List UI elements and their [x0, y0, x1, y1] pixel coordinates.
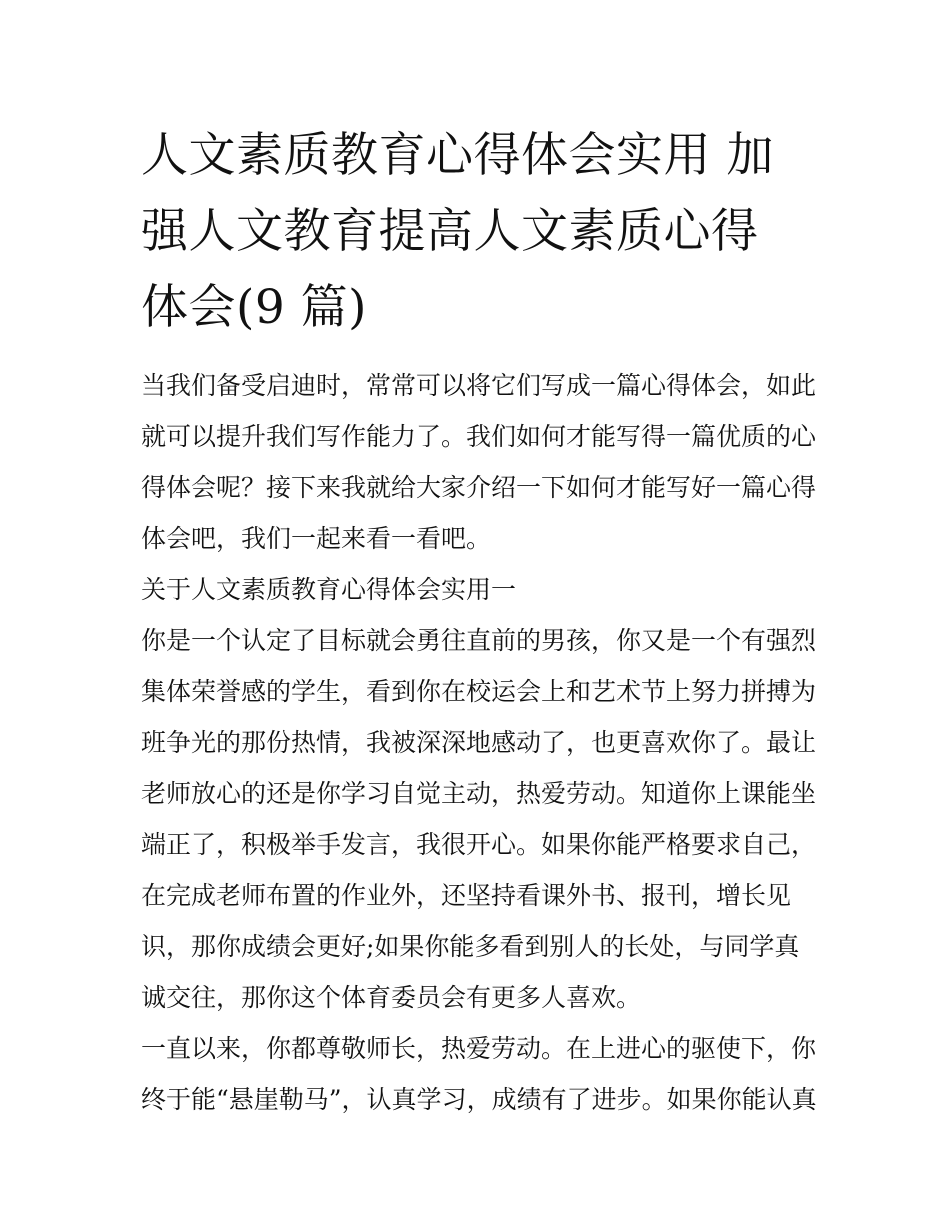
paragraph-line: 一直以来，你都尊敬师长，热爱劳动。在上进心的驱使下，你 — [141, 1034, 817, 1063]
paragraph-line: 得体会呢？接下来我就给大家介绍一下如何才能写好一篇心得 — [141, 473, 817, 502]
paragraph-line: 在完成老师布置的作业外，还坚持看课外书、报刊，增长见 — [141, 881, 792, 910]
paragraph-line: 集体荣誉感的学生，看到你在校运会上和艺术节上努力拼搏为 — [141, 677, 817, 706]
document-title — [141, 118, 821, 346]
paragraph-line: 老师放心的还是你学习自觉主动，热爱劳动。知道你上课能坐 — [141, 779, 817, 808]
body-paragraph — [141, 1023, 821, 1125]
section-heading — [141, 564, 821, 615]
paragraph-line: 体会吧，我们一起来看一看吧。 — [141, 524, 492, 553]
document-body — [141, 118, 821, 1125]
intro-paragraph — [141, 360, 821, 564]
paragraph-line: 班争光的那份热情，我被深深地感动了，也更喜欢你了。最让 — [141, 728, 817, 757]
paragraph-line: 诚交往，那你这个体育委员会有更多人喜欢。 — [141, 983, 642, 1012]
paragraph-line: 当我们备受启迪时，常常可以将它们写成一篇心得体会，如此 — [141, 371, 817, 400]
paragraph-line: 终于能“悬崖勒马”，认真学习，成绩有了进步。如果你能认真 — [141, 1085, 817, 1114]
paragraph-line: 就可以提升我们写作能力了。我们如何才能写得一篇优质的心 — [141, 422, 817, 451]
title-line-1: 人文素质教育心得体会实用 加 — [141, 128, 774, 183]
section-heading-text: 关于人文素质教育心得体会实用一 — [141, 575, 517, 604]
title-line-2: 强人文教育提高人文素质心得 — [141, 204, 759, 259]
paragraph-line: 你是一个认定了目标就会勇往直前的男孩，你又是一个有强烈 — [141, 626, 817, 655]
body-paragraph — [141, 615, 821, 1023]
title-line-3: 体会(9 篇) — [141, 280, 368, 335]
paragraph-line: 识，那你成绩会更好;如果你能多看到别人的长处，与同学真 — [141, 932, 800, 961]
paragraph-line: 端正了，积极举手发言，我很开心。如果你能严格要求自己， — [141, 830, 817, 859]
